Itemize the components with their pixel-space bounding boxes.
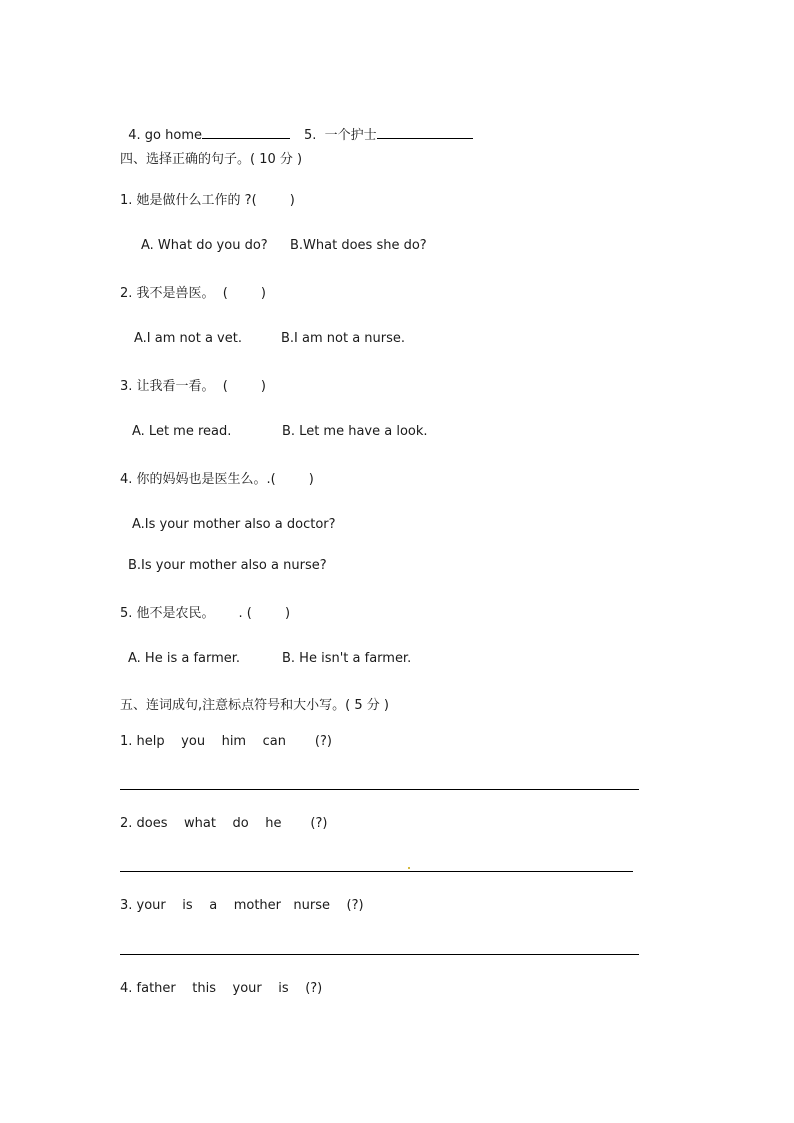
word-order-item-1: 1. help you him can (?) [120,734,332,749]
question-2-option-a[interactable]: A.I am not a vet. [134,331,242,346]
answer-line-3[interactable] [120,954,639,955]
answer-line-1[interactable] [120,789,639,790]
item-4-text: 4. go home [128,128,202,143]
question-3-option-a[interactable]: A. Let me read. [132,424,232,439]
fill-in-row [120,110,473,144]
item-4-answer-blank[interactable] [202,126,290,139]
item-5-answer-blank[interactable] [377,126,473,139]
question-1-prompt: 1. 她是做什么工作的 ?( ) [120,193,295,208]
question-2-prompt: 2. 我不是兽医。 ( ) [120,286,267,301]
question-4-prompt: 4. 你的妈妈也是医生么。 [120,472,267,487]
question-5-prompt-row [120,606,290,622]
question-1-option-a[interactable]: A. What do you do? [141,238,268,253]
question-5-option-a[interactable]: A. He is a farmer. [128,651,241,666]
question-5-option-b[interactable]: B. He isn't a farmer. [282,651,412,666]
question-3-prompt: 3. 让我看一看。 ( ) [120,379,267,394]
question-3-option-b[interactable]: B. Let me have a look. [282,424,428,439]
question-5-prompt: 5. 他不是农民。 [120,606,215,621]
question-4-option-b[interactable]: B.Is your mother also a nurse? [128,558,327,573]
question-4-answer-paren: .( ) [266,472,314,487]
question-1-option-b[interactable]: B.What does she do? [290,238,427,253]
section-4-heading: 四、选择正确的句子。( 10 分 ) [120,152,303,167]
stray-mark [408,867,410,869]
answer-line-2[interactable] [120,871,633,872]
question-4-option-a[interactable]: A.Is your mother also a doctor? [132,517,336,532]
word-order-item-3: 3. your is a mother nurse (?) [120,898,364,913]
question-5-answer-paren: . ( ) [238,606,291,621]
question-4-prompt-row [120,472,314,488]
word-order-item-2: 2. does what do he (?) [120,816,328,831]
item-5-text: 5. 一个护士 [304,128,377,143]
section-5-heading: 五、连词成句,注意标点符号和大小写。( 5 分 ) [120,698,389,713]
question-2-option-b[interactable]: B.I am not a nurse. [281,331,406,346]
word-order-item-4: 4. father this your is (?) [120,981,323,996]
